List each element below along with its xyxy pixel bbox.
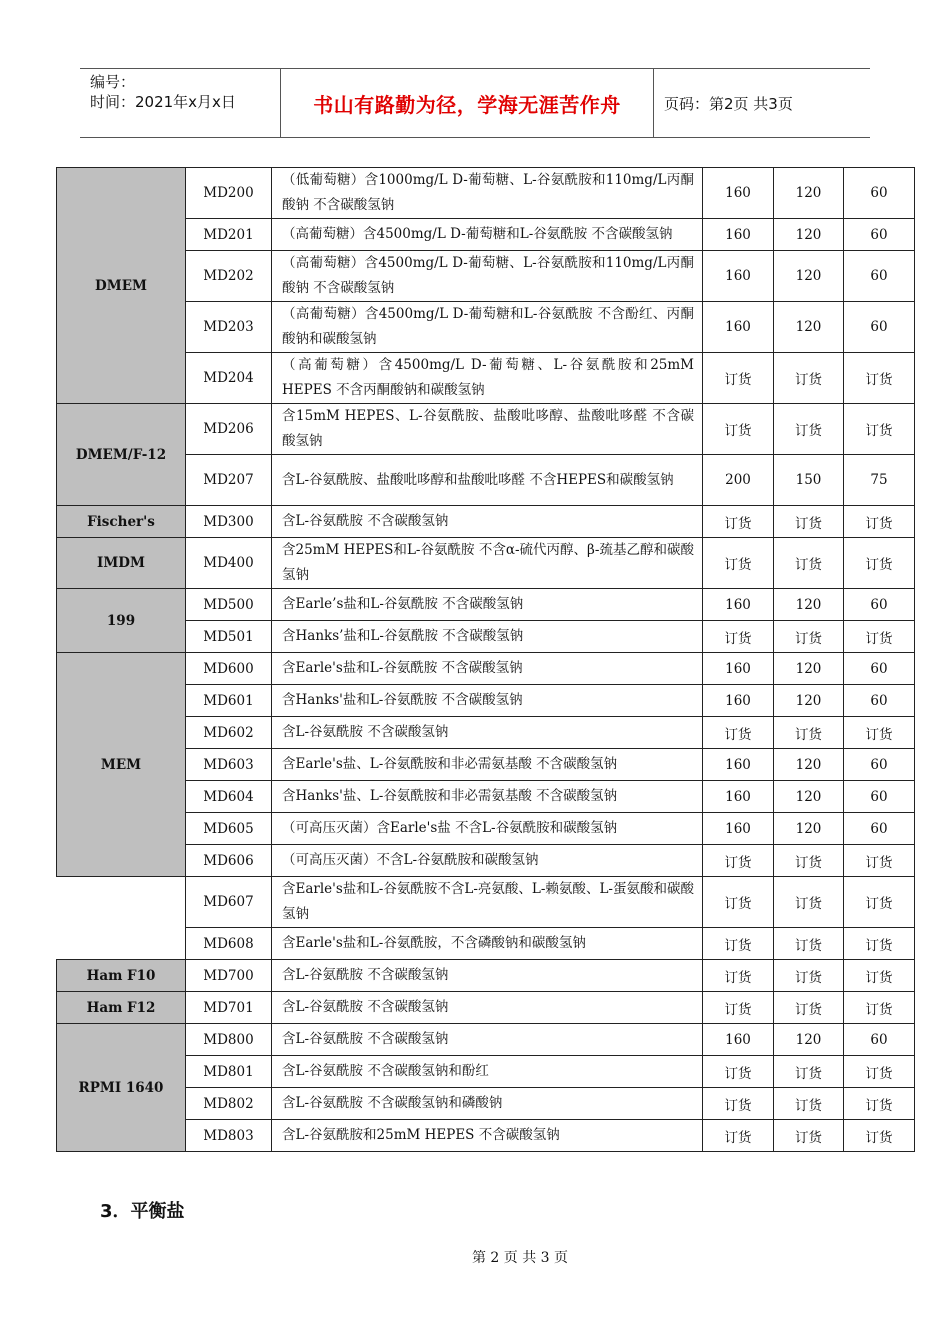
product-description: 含L-谷氨酰胺 不含碳酸氢钠和酚红	[272, 1056, 703, 1088]
table-row	[57, 813, 915, 845]
category-cell: DMEM	[57, 168, 186, 404]
price-2: 120	[774, 1024, 844, 1056]
product-code: MD601	[186, 685, 272, 717]
product-description: 含Earle's盐和L-谷氨酰胺，不含磷酸钠和碳酸氢钠	[272, 928, 703, 960]
price-2: 120	[774, 781, 844, 813]
price-2: 订货	[774, 845, 844, 877]
price-2: 120	[774, 251, 844, 302]
product-code: MD203	[186, 302, 272, 353]
price-2: 120	[774, 302, 844, 353]
product-code: MD200	[186, 168, 272, 219]
price-1: 160	[703, 781, 774, 813]
product-code: MD204	[186, 353, 272, 404]
product-code: MD800	[186, 1024, 272, 1056]
price-3: 订货	[844, 506, 915, 538]
price-1: 160	[703, 589, 774, 621]
price-2: 订货	[774, 404, 844, 455]
product-code: MD607	[186, 877, 272, 928]
product-code: MD600	[186, 653, 272, 685]
product-description: 含Earle's盐和L-谷氨酰胺不含L-亮氨酸、L-赖氨酸、L-蛋氨酸和碳酸氢钠	[272, 877, 703, 928]
product-code: MD701	[186, 992, 272, 1024]
table-row	[57, 653, 915, 685]
price-3: 75	[844, 455, 915, 506]
table-row	[57, 219, 915, 251]
table-row	[57, 928, 915, 960]
product-description: （高葡萄糖）含4500mg/L D-葡萄糖和L-谷氨酰胺 不含酚红、丙酮酸钠和碳酸氢钠	[272, 302, 703, 353]
product-table	[56, 167, 915, 1152]
page-header	[80, 68, 870, 138]
product-description: 含Hanks’盐和L-谷氨酰胺 不含碳酸氢钠	[272, 621, 703, 653]
price-3: 订货	[844, 404, 915, 455]
header-motto-cell	[281, 69, 654, 137]
table-row	[57, 1056, 915, 1088]
price-2: 120	[774, 749, 844, 781]
product-code: MD802	[186, 1088, 272, 1120]
price-2: 120	[774, 813, 844, 845]
table-row	[57, 685, 915, 717]
price-2: 120	[774, 589, 844, 621]
product-description: （可高压灭菌）含Earle's盐 不含L-谷氨酰胺和碳酸氢钠	[272, 813, 703, 845]
price-2: 120	[774, 653, 844, 685]
product-code: MD202	[186, 251, 272, 302]
price-2: 120	[774, 219, 844, 251]
category-cell: IMDM	[57, 538, 186, 589]
product-description: （高葡萄糖）含4500mg/L D-葡萄糖、L-谷氨酰胺和25mM HEPES 不含丙酮酸钠和碳酸氢钠	[272, 353, 703, 404]
price-3: 订货	[844, 538, 915, 589]
price-1: 200	[703, 455, 774, 506]
price-2: 120	[774, 168, 844, 219]
product-description: 含Earle’s盐和L-谷氨酰胺 不含碳酸氢钠	[272, 589, 703, 621]
price-3: 订货	[844, 960, 915, 992]
category-cell: MEM	[57, 653, 186, 877]
product-description: 含Earle's盐、L-谷氨酰胺和非必需氨基酸 不含碳酸氢钠	[272, 749, 703, 781]
product-description: 含L-谷氨酰胺 不含碳酸氢钠	[272, 960, 703, 992]
product-code: MD608	[186, 928, 272, 960]
header-meta	[80, 69, 281, 137]
header-page-cell	[654, 69, 870, 137]
price-1: 160	[703, 168, 774, 219]
price-3: 订货	[844, 1056, 915, 1088]
price-3: 订货	[844, 353, 915, 404]
category-cell: DMEM/F-12	[57, 404, 186, 506]
category-cell: 199	[57, 589, 186, 653]
product-code: MD803	[186, 1120, 272, 1152]
price-1: 订货	[703, 845, 774, 877]
product-description: 含L-谷氨酰胺 不含碳酸氢钠和磷酸钠	[272, 1088, 703, 1120]
table-row	[57, 168, 915, 219]
product-code: MD501	[186, 621, 272, 653]
product-code: MD400	[186, 538, 272, 589]
price-3: 60	[844, 813, 915, 845]
price-3: 60	[844, 685, 915, 717]
product-code: MD602	[186, 717, 272, 749]
product-description: 含15mM HEPES、L-谷氨酰胺、盐酸吡哆醇、盐酸吡哆醛 不含碳酸氢钠	[272, 404, 703, 455]
section-title: 3．平衡盐	[100, 1201, 185, 1222]
page-footer: 第 2 页 共 3 页	[471, 1250, 569, 1266]
time-label: 时间：2021年x月x日	[90, 93, 236, 111]
price-2: 150	[774, 455, 844, 506]
price-3: 60	[844, 749, 915, 781]
price-1: 订货	[703, 960, 774, 992]
table-row	[57, 781, 915, 813]
price-3: 60	[844, 589, 915, 621]
product-code: MD606	[186, 845, 272, 877]
price-2: 订货	[774, 1120, 844, 1152]
price-1: 订货	[703, 1120, 774, 1152]
category-cell: RPMI 1640	[57, 1024, 186, 1152]
category-cell: Ham F12	[57, 992, 186, 1024]
price-2: 订货	[774, 538, 844, 589]
price-1: 订货	[703, 1088, 774, 1120]
table-row	[57, 302, 915, 353]
table-row	[57, 992, 915, 1024]
table-row	[57, 538, 915, 589]
product-code: MD604	[186, 781, 272, 813]
product-code: MD500	[186, 589, 272, 621]
table-row	[57, 506, 915, 538]
price-3: 60	[844, 1024, 915, 1056]
table-row	[57, 845, 915, 877]
price-1: 160	[703, 813, 774, 845]
table-row	[57, 877, 915, 928]
price-2: 订货	[774, 1056, 844, 1088]
price-3: 订货	[844, 845, 915, 877]
category-cell: Ham F10	[57, 960, 186, 992]
table-row	[57, 717, 915, 749]
price-1: 160	[703, 749, 774, 781]
price-3: 60	[844, 168, 915, 219]
table-row	[57, 404, 915, 455]
price-1: 160	[703, 302, 774, 353]
table-row	[57, 455, 915, 506]
price-1: 订货	[703, 353, 774, 404]
product-code: MD206	[186, 404, 272, 455]
price-2: 订货	[774, 928, 844, 960]
price-1: 160	[703, 251, 774, 302]
price-1: 160	[703, 219, 774, 251]
table-row	[57, 1120, 915, 1152]
price-3: 订货	[844, 717, 915, 749]
price-1: 订货	[703, 717, 774, 749]
price-3: 订货	[844, 1120, 915, 1152]
product-description: 含L-谷氨酰胺 不含碳酸氢钠	[272, 992, 703, 1024]
price-3: 订货	[844, 877, 915, 928]
product-code: MD201	[186, 219, 272, 251]
price-1: 订货	[703, 506, 774, 538]
product-code: MD603	[186, 749, 272, 781]
price-3: 订货	[844, 928, 915, 960]
product-description: 含L-谷氨酰胺 不含碳酸氢钠	[272, 1024, 703, 1056]
price-2: 订货	[774, 877, 844, 928]
price-3: 60	[844, 251, 915, 302]
table-row	[57, 1088, 915, 1120]
motto: 书山有路勤为径，学海无涯苦作舟	[313, 92, 621, 117]
table-row	[57, 589, 915, 621]
product-description: 含Hanks'盐、L-谷氨酰胺和非必需氨基酸 不含碳酸氢钠	[272, 781, 703, 813]
product-description: （可高压灭菌）不含L-谷氨酰胺和碳酸氢钠	[272, 845, 703, 877]
price-3: 60	[844, 302, 915, 353]
price-3: 订货	[844, 621, 915, 653]
product-description: 含L-谷氨酰胺和25mM HEPES 不含碳酸氢钠	[272, 1120, 703, 1152]
product-description: 含L-谷氨酰胺 不含碳酸氢钠	[272, 506, 703, 538]
product-description: （低葡萄糖）含1000mg/L D-葡萄糖、L-谷氨酰胺和110mg/L丙酮酸钠 不含碳酸氢钠	[272, 168, 703, 219]
product-code: MD207	[186, 455, 272, 506]
page-label: 页码：第2页 共3页	[664, 94, 793, 113]
price-1: 订货	[703, 877, 774, 928]
product-description: （高葡萄糖）含4500mg/L D-葡萄糖和L-谷氨酰胺 不含碳酸氢钠	[272, 219, 703, 251]
price-1: 160	[703, 1024, 774, 1056]
price-2: 订货	[774, 353, 844, 404]
price-3: 订货	[844, 1088, 915, 1120]
price-1: 订货	[703, 538, 774, 589]
table-row	[57, 353, 915, 404]
price-1: 160	[703, 685, 774, 717]
price-1: 订货	[703, 621, 774, 653]
product-code: MD605	[186, 813, 272, 845]
price-3: 60	[844, 781, 915, 813]
serial-label: 编号：	[90, 73, 136, 91]
product-description: 含L-谷氨酰胺、盐酸吡哆醇和盐酸吡哆醛 不含HEPES和碳酸氢钠	[272, 455, 703, 506]
price-1: 订货	[703, 992, 774, 1024]
product-description: 含Earle's盐和L-谷氨酰胺 不含碳酸氢钠	[272, 653, 703, 685]
category-cell: Fischer's	[57, 506, 186, 538]
product-code: MD801	[186, 1056, 272, 1088]
price-1: 订货	[703, 1056, 774, 1088]
price-3: 订货	[844, 992, 915, 1024]
table-row	[57, 749, 915, 781]
product-description: 含25mM HEPES和L-谷氨酰胺 不含α-硫代丙醇、β-巯基乙醇和碳酸氢钠	[272, 538, 703, 589]
table-row	[57, 621, 915, 653]
table-row	[57, 960, 915, 992]
price-1: 订货	[703, 404, 774, 455]
product-description: 含Hanks'盐和L-谷氨酰胺 不含碳酸氢钠	[272, 685, 703, 717]
category-cell-empty	[57, 877, 186, 960]
table-row	[57, 1024, 915, 1056]
price-2: 订货	[774, 506, 844, 538]
price-2: 订货	[774, 992, 844, 1024]
price-2: 订货	[774, 621, 844, 653]
price-3: 60	[844, 219, 915, 251]
product-description: （高葡萄糖）含4500mg/L D-葡萄糖、L-谷氨酰胺和110mg/L丙酮酸钠 不含碳酸氢钠	[272, 251, 703, 302]
product-code: MD300	[186, 506, 272, 538]
product-description: 含L-谷氨酰胺 不含碳酸氢钠	[272, 717, 703, 749]
price-2: 订货	[774, 717, 844, 749]
product-code: MD700	[186, 960, 272, 992]
price-2: 订货	[774, 1088, 844, 1120]
table-row	[57, 251, 915, 302]
price-1: 订货	[703, 928, 774, 960]
price-2: 120	[774, 685, 844, 717]
price-2: 订货	[774, 960, 844, 992]
price-1: 160	[703, 653, 774, 685]
price-3: 60	[844, 653, 915, 685]
